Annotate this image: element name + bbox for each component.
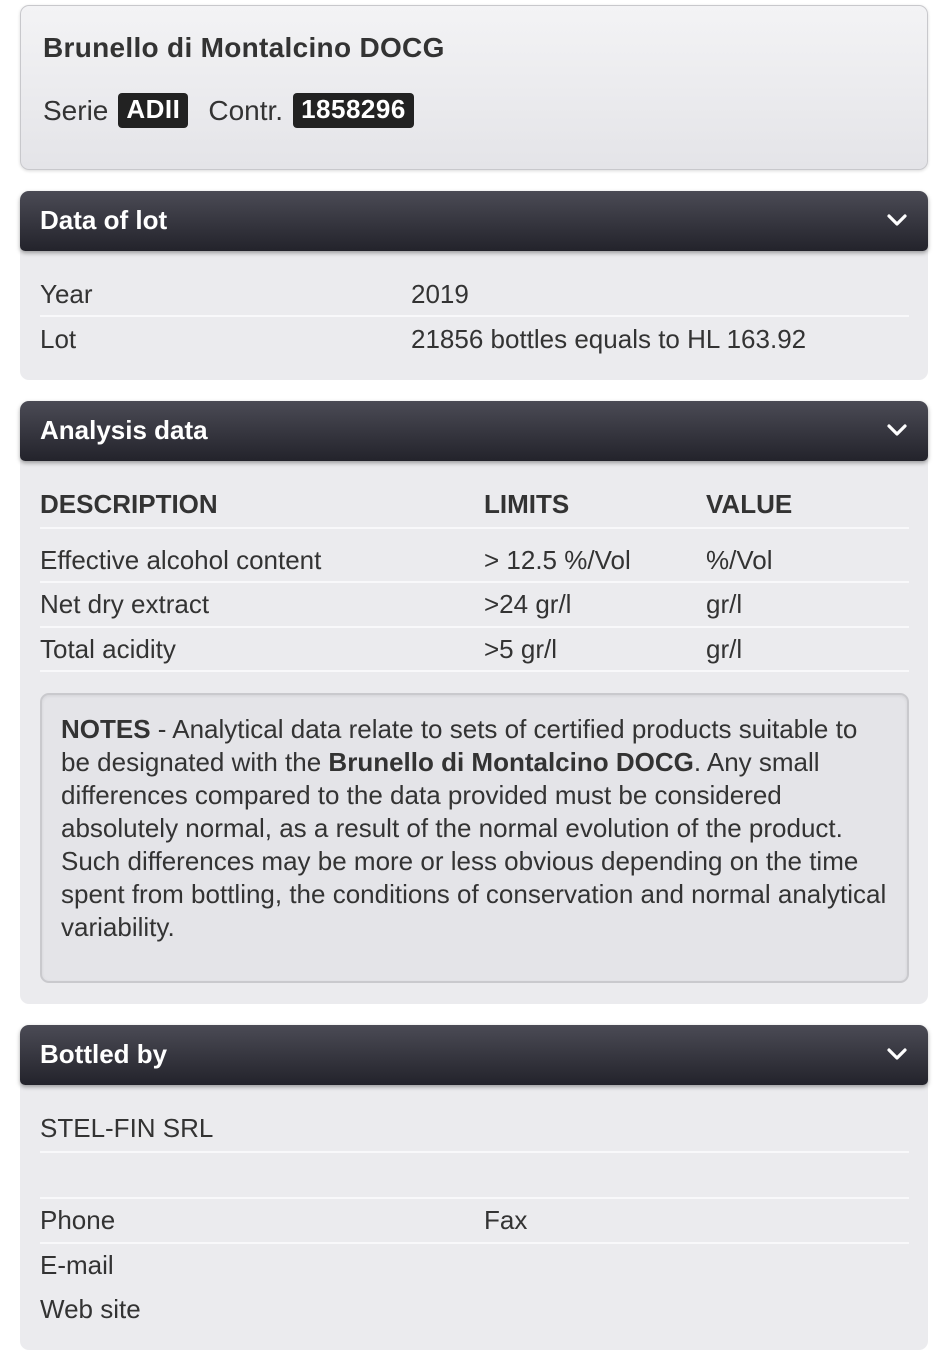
- chevron-down-icon[interactable]: [886, 1043, 908, 1065]
- wine-header-card: [20, 5, 928, 170]
- chevron-down-icon[interactable]: [886, 209, 908, 231]
- row-value: gr/l: [706, 634, 743, 664]
- bottler-email-row: [40, 1250, 909, 1290]
- lot-row-value: 2019: [411, 279, 469, 309]
- phone-label: Phone: [40, 1205, 116, 1235]
- bottler-company-row: [40, 1113, 909, 1153]
- analysis-notes: [40, 693, 909, 983]
- table-row: [40, 634, 909, 672]
- row-value: gr/l: [706, 589, 743, 619]
- contr-label: Contr.: [208, 94, 284, 126]
- lot-row-label: Year: [40, 279, 93, 309]
- serie-badge: ADII: [118, 93, 188, 128]
- bottler-address-row: [40, 1155, 909, 1199]
- row-description: Total acidity: [40, 634, 176, 664]
- column-header-description: DESCRIPTION: [40, 489, 218, 519]
- row-limits: > 12.5 %/Vol: [484, 545, 631, 575]
- bottled-section: [20, 1025, 928, 1350]
- notes-text: - Analytical data relate to sets of certified products suitable to be designated with the: [61, 714, 858, 777]
- lot-row-lot: [40, 324, 909, 364]
- notes-text: . Any small differences compared to the data provided must be considered absolutely normal, as a result of the normal evolution of the product. Such differences may be more or less obvious depending on the time spent from bottling, the conditions of conservation and normal analytical variability.: [61, 747, 887, 942]
- chevron-down-icon[interactable]: [886, 419, 908, 441]
- website-label: Web site: [40, 1294, 141, 1324]
- table-row: [40, 589, 909, 628]
- row-description: Effective alcohol content: [40, 545, 322, 575]
- fax-label: Fax: [484, 1205, 528, 1235]
- bottler-phone-fax-row: [40, 1205, 909, 1244]
- contr-badge: 1858296: [293, 93, 414, 128]
- notes-label: NOTES: [61, 714, 151, 744]
- bottled-section-header[interactable]: [20, 1025, 928, 1085]
- row-limits: >5 gr/l: [484, 634, 557, 664]
- serie-label: Serie: [43, 94, 109, 126]
- lot-section-title: Data of lot: [40, 205, 168, 235]
- lot-row-label: Lot: [40, 324, 77, 354]
- wine-title: Brunello di Montalcino DOCG: [43, 32, 445, 63]
- lot-section-header[interactable]: [20, 191, 928, 251]
- row-value: %/Vol: [706, 545, 773, 575]
- analysis-section-header[interactable]: [20, 401, 928, 461]
- bottler-company: STEL-FIN SRL: [40, 1113, 214, 1143]
- table-row: [40, 545, 909, 583]
- row-limits: >24 gr/l: [484, 589, 572, 619]
- analysis-section: [20, 401, 928, 1004]
- lot-section: [20, 191, 928, 380]
- notes-wine-name: Brunello di Montalcino DOCG: [328, 747, 694, 777]
- column-header-limits: LIMITS: [484, 489, 570, 519]
- analysis-table-header: [40, 489, 909, 529]
- serie-contr-row: [43, 93, 434, 128]
- analysis-section-title: Analysis data: [40, 415, 208, 445]
- bottler-website-row: [40, 1294, 909, 1334]
- email-label: E-mail: [40, 1250, 114, 1280]
- lot-row-year: [40, 279, 909, 317]
- column-header-value: VALUE: [706, 489, 793, 519]
- row-description: Net dry extract: [40, 589, 210, 619]
- lot-row-value: 21856 bottles equals to HL 163.92: [411, 324, 807, 354]
- bottled-section-title: Bottled by: [40, 1039, 168, 1069]
